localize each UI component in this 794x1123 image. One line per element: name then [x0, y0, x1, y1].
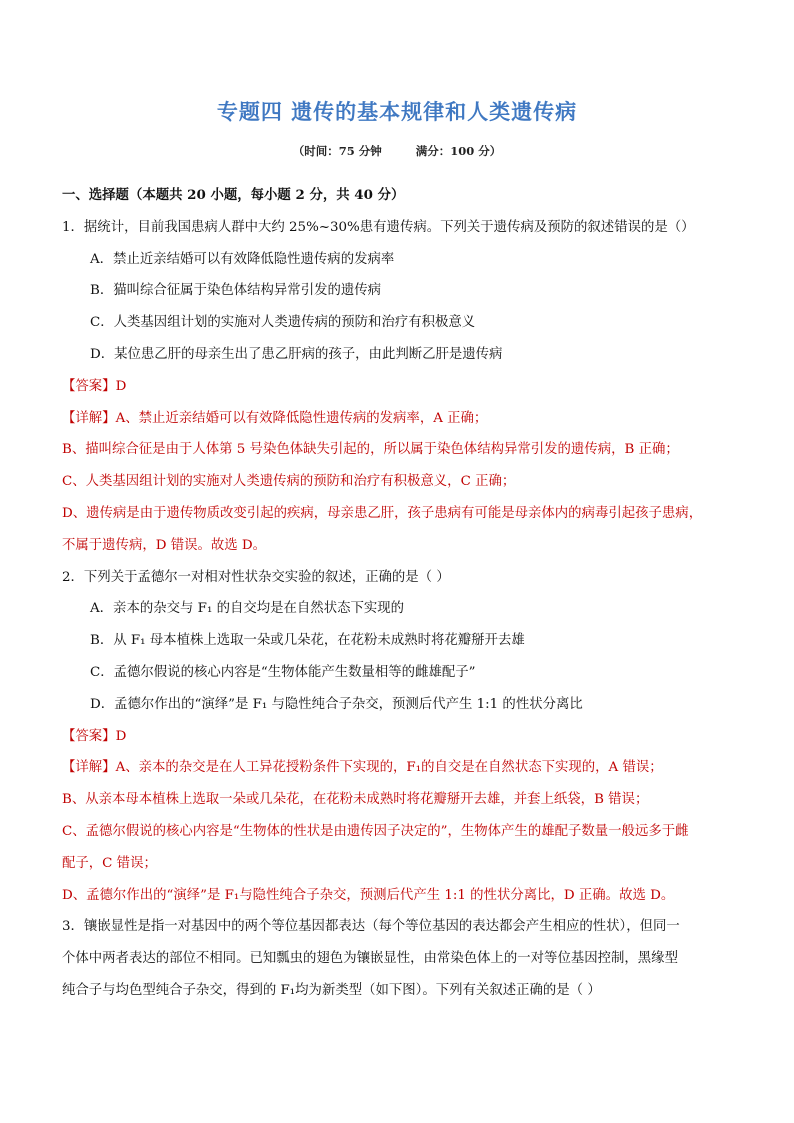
- q1-option-b: B．猫叫综合征属于染色体结构异常引发的遗传病: [90, 283, 382, 299]
- q1-detail-4: D、遗传病是由于遗传物质改变引起的疾病，母亲患乙肝，孩子患病有可能是母亲体内的病毒引起孩子患病，: [62, 505, 703, 521]
- q1-option-d: D．某位患乙肝的母亲生出了患乙肝病的孩子，由此判断乙肝是遗传病: [90, 346, 503, 362]
- score-info: 满分：100 分）: [415, 144, 502, 158]
- q2-detail-2: B、从亲本母本植株上选取一朵或几朵花，在花粉未成熟时将花瓣掰开去雄，并套上纸袋，B 错误；: [62, 792, 649, 808]
- q1-detail-2: B、描叫综合征是由于人体第 5 号染色体缺失引起的，所以属于染色体结构异常引发的遗传病，B 正确；: [62, 442, 679, 458]
- q1-option-c: C．人类基因组计划的实施对人类遗传病的预防和治疗有积极意义: [90, 315, 476, 331]
- q2-detail-4: 配子，C 错误；: [62, 855, 157, 871]
- answer-label: 【答案】: [62, 728, 116, 744]
- q1-detail-5: 不属于遗传病，D 错误。故选 D。: [62, 537, 267, 553]
- page-title: 专题四 遗传的基本规律和人类遗传病: [216, 100, 578, 124]
- detail-label: 【详解】: [62, 760, 116, 776]
- time-info: （时间：75 分钟: [292, 144, 382, 158]
- q1-stem: 1．据统计，目前我国患病人群中大约 25%~30%患有遗传病。下列关于遗传病及预防的叙述错误的是（）: [62, 219, 695, 235]
- exam-info: [0, 143, 794, 159]
- q2-option-d: D．孟德尔作出的“演绎”是 F₁ 与隐性纯合子杂交，预测后代产生 1:1 的性状分离比: [90, 696, 583, 712]
- question-body: [62, 180, 738, 1007]
- detail-text: A、亲本的杂交是在人工异花授粉条件下实现的，F₁的自交是在自然状态下实现的，A 错误；: [115, 760, 663, 776]
- q2-option-c: C．孟德尔假说的核心内容是“生物体能产生数量相等的雌雄配子”: [90, 664, 476, 680]
- q1-detail-3: C、人类基因组计划的实施对人类遗传病的预防和治疗有积极意义，C 正确；: [62, 474, 516, 490]
- q1-detail-1: [62, 403, 738, 435]
- q2-detail-1: [62, 752, 738, 784]
- q2-option-a: A．亲本的杂交与 F₁ 的自交均是在自然状态下实现的: [90, 601, 405, 617]
- q2-option-b: B．从 F₁ 母本植株上选取一朵或几朵花，在花粉未成熟时将花瓣掰开去雄: [90, 633, 525, 649]
- q2-stem: 2．下列关于孟德尔一对相对性状杂交实验的叙述，正确的是（ ）: [62, 569, 450, 585]
- q3-stem-1: 3．镶嵌显性是指一对基因中的两个等位基因都表达（每个等位基因的表达都会产生相应的性状），但同一: [62, 919, 680, 935]
- q1-answer: [62, 371, 738, 403]
- q1-option-a: A．禁止近亲结婚可以有效降低隐性遗传病的发病率: [90, 251, 395, 267]
- answer-label: 【答案】: [62, 378, 116, 394]
- q2-answer: [62, 721, 738, 753]
- q2-detail-3: C、孟德尔假说的核心内容是“生物体的性状是由遗传因子决定的”，生物体产生的雄配子数量一般远多于雌: [62, 823, 689, 839]
- answer-value: D: [115, 378, 127, 394]
- q3-stem-3: 纯合子与均色型纯合子杂交，得到的 F₁均为新类型（如下图）。下列有关叙述正确的是（ ）: [62, 982, 601, 998]
- answer-value: D: [115, 728, 127, 744]
- detail-text: A、禁止近亲结婚可以有效降低隐性遗传病的发病率，A 正确；: [115, 410, 488, 426]
- detail-label: 【详解】: [62, 410, 116, 426]
- q3-stem-2: 个体中两者表达的部位不相同。已知瓢虫的翅色为镶嵌显性，由常染色体上的一对等位基因控制，黑缘型: [62, 951, 678, 967]
- q2-detail-5: D、孟德尔作出的“演绎”是 F₁与隐性纯合子杂交，预测后代产生 1:1 的性状分离比，D 正确。故选 D。: [62, 887, 675, 903]
- section-heading: 一、选择题（本题共 20 小题，每小题 2 分，共 40 分）: [62, 187, 405, 203]
